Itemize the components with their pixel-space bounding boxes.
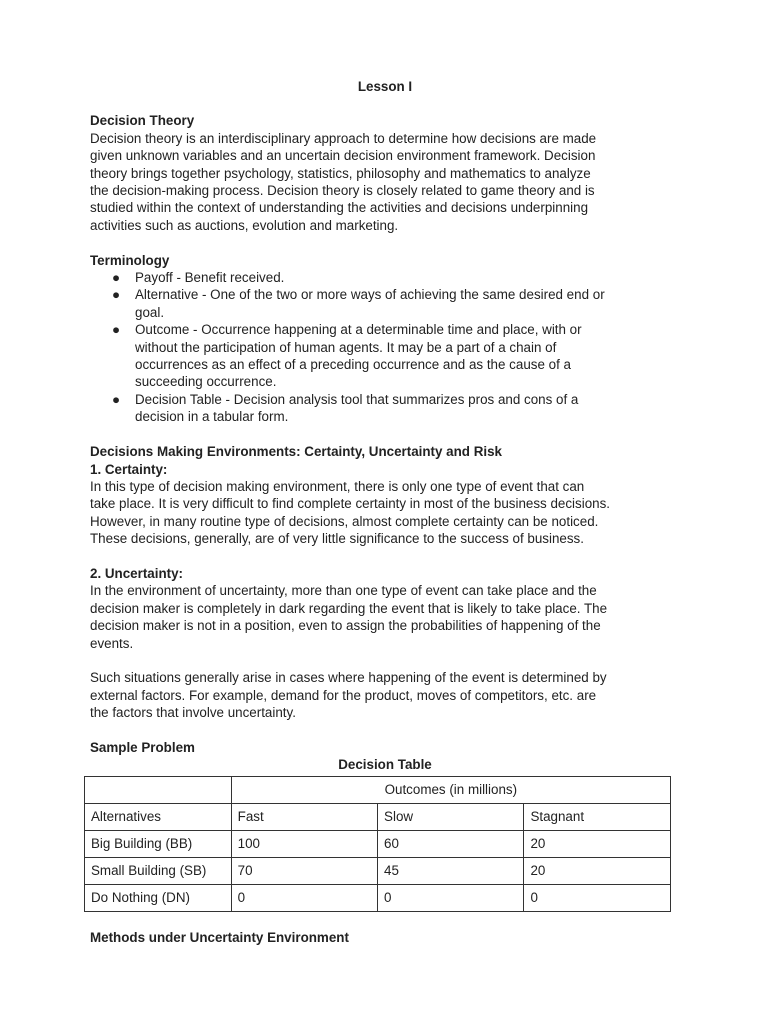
list-item-line: Decision Table - Decision analysis tool that summarizes pros and cons of a: [135, 391, 579, 407]
certainty-heading: 1. Certainty:: [90, 461, 168, 477]
paragraph-line: take place. It is very difficult to find complete certainty in most of the business decisions.: [90, 496, 611, 512]
terminology-heading: Terminology: [90, 252, 170, 268]
paragraph-line: events.: [90, 635, 134, 651]
table-row: [85, 830, 671, 857]
sample-problem-heading: Sample Problem: [90, 739, 195, 755]
list-item-line: succeeding occurrence.: [135, 374, 277, 390]
decision-theory-paragraph: [90, 130, 680, 234]
document-page: [90, 78, 680, 946]
paragraph-line: In this type of decision making environment, there is only one type of event that can: [90, 478, 585, 494]
table-cell: Big Building (BB): [85, 830, 232, 857]
table-row: [85, 884, 671, 911]
list-item-line: Outcome - Occurrence happening at a determinable time and place, with or: [135, 322, 582, 338]
table-header-row: [85, 776, 671, 803]
bullet-icon: ●: [112, 270, 121, 286]
environments-heading: Decisions Making Environments: Certainty, Uncertainty and Risk: [90, 444, 502, 460]
list-item-line: Payoff - Benefit received.: [135, 270, 285, 286]
paragraph-line: Decision theory is an interdisciplinary approach to determine how decisions are made: [90, 130, 597, 146]
list-item-line: decision in a tabular form.: [135, 409, 289, 425]
column-header: Alternatives: [85, 803, 232, 830]
certainty-paragraph: [90, 478, 680, 548]
table-cell: 0: [524, 884, 671, 911]
table-cell: 70: [231, 857, 377, 884]
paragraph-line: decision maker is completely in dark regarding the event that is likely to take place. The: [90, 600, 608, 616]
column-header: Slow: [378, 803, 524, 830]
paragraph-line: theory brings together psychology, statistics, philosophy and mathematics to analyze: [90, 165, 591, 181]
column-header: Stagnant: [524, 803, 671, 830]
paragraph-line: These decisions, generally, are of very little significance to the success of business.: [90, 531, 584, 547]
paragraph-line: Such situations generally arise in cases where happening of the event is determined by: [90, 670, 607, 686]
list-item-line: Alternative - One of the two or more ways of achieving the same desired end or: [135, 287, 605, 303]
table-row: [85, 857, 671, 884]
paragraph-line: external factors. For example, demand for the product, moves of competitors, etc. are: [90, 687, 597, 703]
uncertainty-paragraph: [90, 582, 680, 652]
list-item: [90, 269, 680, 286]
terminology-list: [90, 269, 680, 426]
lesson-title: Lesson I: [357, 79, 413, 94]
paragraph-line: given unknown variables and an uncertain decision environment framework. Decision: [90, 148, 596, 164]
paragraph-line: the decision-making process. Decision theory is closely related to game theory and is: [90, 183, 595, 199]
decision-theory-heading: Decision Theory: [90, 113, 195, 129]
paragraph-line: In the environment of uncertainty, more than one type of event can take place and the: [90, 583, 597, 599]
paragraph-line: decision maker is not in a position, even to assign the probabilities of happening of the: [90, 618, 601, 634]
table-cell-empty: [85, 776, 232, 803]
table-cell: Do Nothing (DN): [85, 884, 232, 911]
table-cell: 100: [231, 830, 377, 857]
list-item: [90, 286, 680, 321]
table-cell: Small Building (SB): [85, 857, 232, 884]
list-item-line: without the participation of human agents. It may be a part of a chain of: [135, 339, 557, 355]
list-item: [90, 321, 680, 391]
list-item: [90, 391, 680, 426]
column-header: Fast: [231, 803, 377, 830]
table-cell: 20: [524, 857, 671, 884]
bullet-icon: ●: [112, 391, 121, 407]
uncertainty-paragraph-2: [90, 669, 680, 721]
decision-table: [84, 776, 671, 912]
outcomes-header: Outcomes (in millions): [231, 776, 670, 803]
table-cell: 0: [231, 884, 377, 911]
table-column-headers: [85, 803, 671, 830]
bullet-icon: ●: [112, 322, 121, 338]
list-item-line: goal.: [135, 304, 165, 320]
table-cell: 45: [378, 857, 524, 884]
paragraph-line: studied within the context of understanding the activities and decisions underpinning: [90, 200, 589, 216]
paragraph-line: However, in many routine type of decisions, almost complete certainty can be noticed.: [90, 513, 599, 529]
bullet-icon: ●: [112, 287, 121, 303]
table-cell: 20: [524, 830, 671, 857]
paragraph-line: activities such as auctions, evolution and marketing.: [90, 217, 399, 233]
methods-heading: Methods under Uncertainty Environment: [90, 929, 349, 945]
list-item-line: occurrences as an effect of a preceding occurrence and as the cause of a: [135, 357, 571, 373]
table-cell: 0: [378, 884, 524, 911]
uncertainty-heading: 2. Uncertainty:: [90, 565, 184, 581]
decision-table-title: Decision Table: [338, 757, 432, 773]
paragraph-line: the factors that involve uncertainty.: [90, 705, 296, 721]
table-cell: 60: [378, 830, 524, 857]
